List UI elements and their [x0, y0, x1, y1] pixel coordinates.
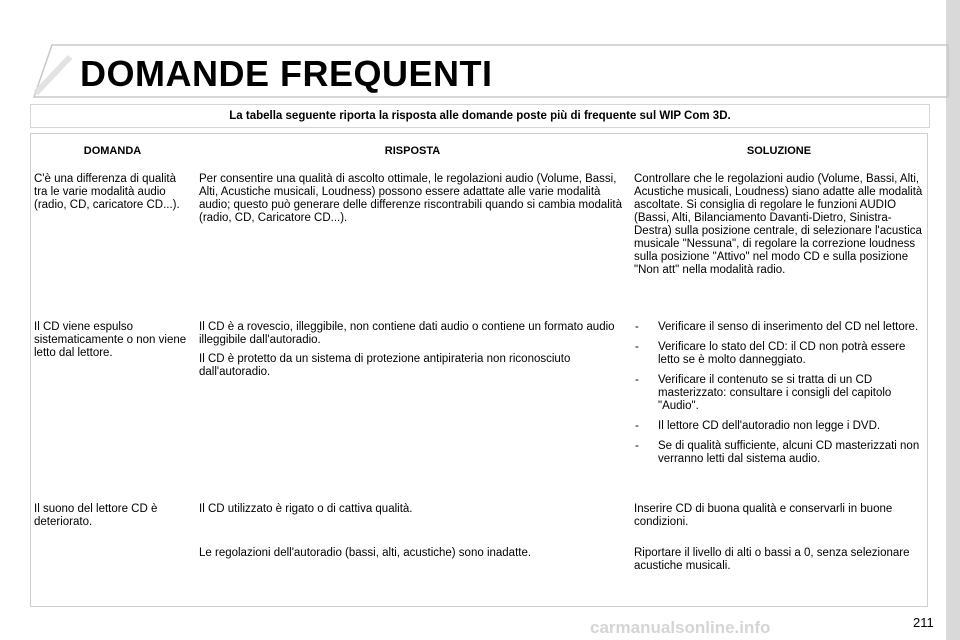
table-row	[30, 317, 928, 499]
risposta-paragraph: Il CD utilizzato è rigato o di cattiva qualità.	[199, 503, 413, 515]
page-title: DOMANDE FREQUENTI	[80, 53, 493, 94]
risposta-cell	[195, 543, 630, 589]
domanda-cell: Il suono del lettore CD è deteriorato.	[34, 503, 158, 528]
domanda-cell: Il CD viene espulso sistematicamente o non viene letto dal lettore.	[34, 321, 187, 359]
subtitle-text: La tabella seguente riporta la risposta alle domande poste più di frequente sul WIP Com 3D.	[229, 110, 731, 122]
domanda-cell: C'è una differenza di qualità tra le varie modalità audio (radio, CD, caricatore CD...).	[34, 173, 180, 211]
risposta-cell	[195, 169, 630, 317]
subtitle-bar	[30, 104, 930, 128]
header-risposta: RISPOSTA	[384, 144, 441, 157]
faq-table	[30, 133, 928, 589]
risposta-cell	[195, 317, 630, 499]
table-row	[30, 499, 928, 543]
risposta-cell	[195, 499, 630, 543]
table-row	[30, 169, 928, 317]
list-item: - Se di qualità sufficiente, alcuni CD masterizzati non verranno letti dal sistema audio.	[634, 440, 924, 466]
table-header-row	[30, 133, 928, 169]
list-item: - Verificare lo stato del CD: il CD non potrà essere letto se è molto danneggiato.	[634, 341, 924, 367]
soluzione-cell	[630, 317, 928, 499]
soluzione-cell: Controllare che le regolazioni audio (Volume, Bassi, Alti, Acustiche musicali, Loudness) siano adatte alle modalità ascoltate. Si consiglia di regolare le funzioni AUDIO (Bassi, Alti, Bilanciamento Davanti-Dietro, Sinistra-Destra) sulla posizione centrale, di selezionare l'acustica musicale "Nessuna", di regolare la correzione loudness sulla posizione "Attivo" nel modo CD e sulla posizione "Non att" nella modalità radio.	[634, 173, 923, 276]
risposta-paragraph: Per consentire una qualità di ascolto ottimale, le regolazioni audio (Volume, Bassi, Alti, Acustiche musicali, Loudness) possono essere adattate alle varie modalità audio; questo può generare delle differenze riscontrabili quando si cambia modalità (radio, CD, Caricatore CD...).	[199, 173, 623, 224]
list-item: - Verificare il contenuto se si tratta di un CD masterizzato: consultare i consigli del capitolo "Audio".	[634, 374, 924, 413]
risposta-paragraph: Il CD è a rovescio, illeggibile, non contiene dati audio o contiene un formato audio illeggibile dall'autoradio.	[199, 321, 615, 346]
risposta-paragraph: Le regolazioni dell'autoradio (bassi, alti, acustiche) sono inadatte.	[199, 547, 532, 559]
watermark: carmanualsonline.info	[590, 618, 771, 637]
header-soluzione: SOLUZIONE	[746, 144, 812, 157]
list-item: - Il lettore CD dell'autoradio non legge i DVD.	[634, 420, 924, 433]
soluzione-cell: Inserire CD di buona qualità e conservarli in buone condizioni.	[634, 503, 893, 528]
header-domanda: DOMANDA	[83, 144, 142, 157]
page-number: 211	[913, 615, 934, 630]
risposta-paragraph: Il CD è protetto da un sistema di protezione antipirateria non riconosciuto dall'autoradio.	[199, 353, 571, 378]
soluzione-cell: Riportare il livello di alti o bassi a 0, senza selezionare acustiche musicali.	[634, 547, 910, 572]
soluzione-list	[634, 321, 924, 466]
list-item: - Verificare il senso di inserimento del CD nel lettore.	[634, 321, 924, 334]
